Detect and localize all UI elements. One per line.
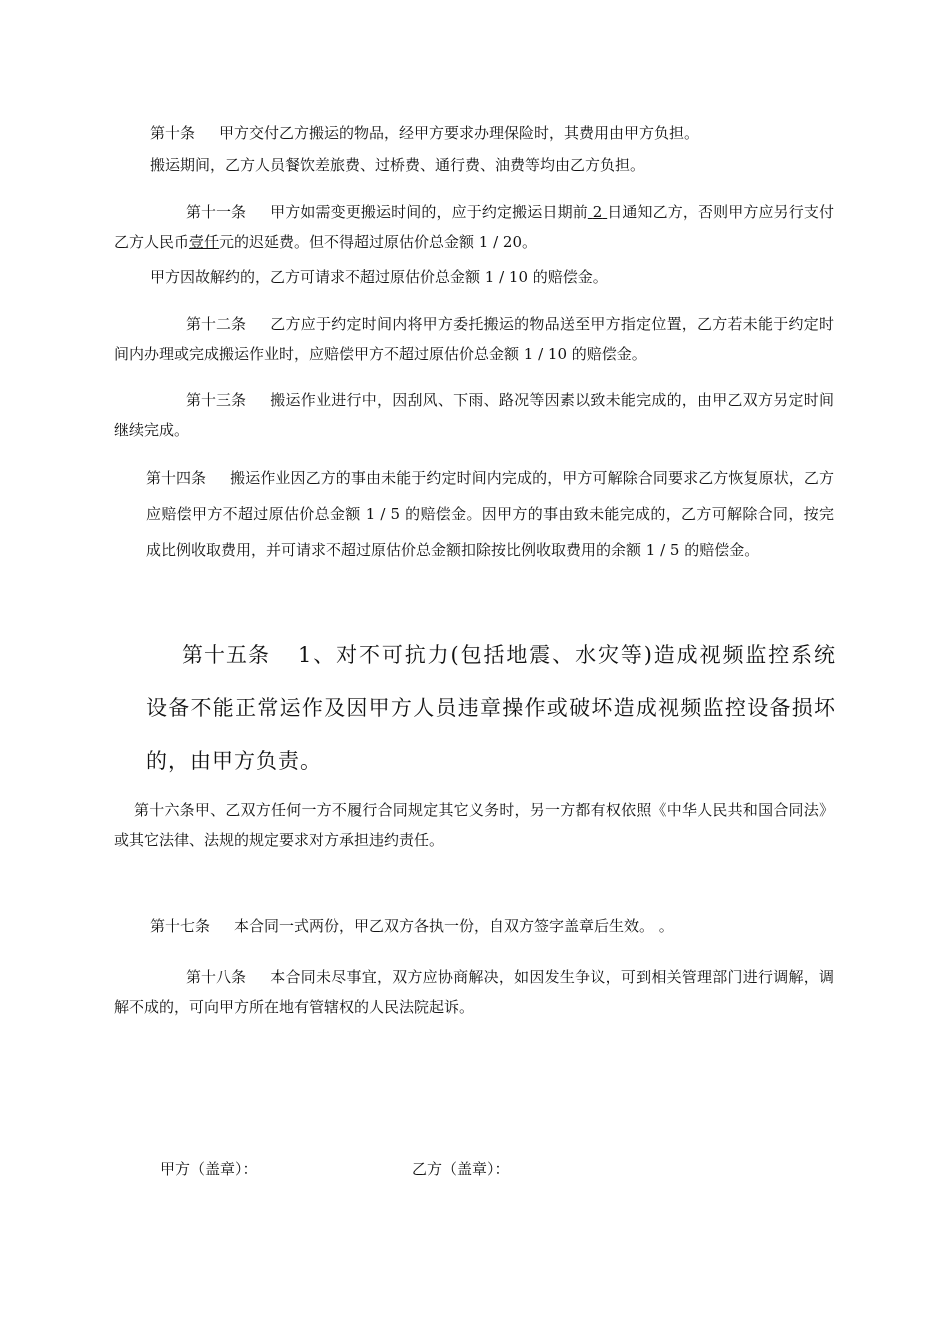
article-16: [114, 795, 834, 855]
article-11-extra: [150, 262, 850, 292]
article-12: [114, 309, 834, 369]
article-17-text: 本合同一式两份，甲乙双方各执一份，自双方签字盖章后生效。 。: [234, 917, 674, 935]
article-17-label: 第十七条: [150, 917, 211, 935]
party-b-signature: 乙方（盖章）：: [412, 1160, 510, 1178]
article-11-text-b: 日通知乙方，否则甲方应另行支付乙方人民币: [114, 203, 834, 251]
party-a-signature: 甲方（盖章）：: [160, 1160, 258, 1178]
article-11-days: 2: [592, 203, 603, 221]
article-15-label: 第十五条: [182, 643, 270, 667]
article-10-label: 第十条: [150, 124, 196, 142]
article-11-text-a: 甲方如需变更搬运时间的，应于约定搬运日期前: [270, 203, 588, 221]
article-11-amount: 壹仟: [189, 233, 220, 251]
article-13-label: 第十三条: [186, 391, 247, 409]
article-18-text: 本合同未尽事宜，双方应协商解决，如因发生争议，可到相关管理部门进行调解，调解不成的，可向甲方所在地有管辖权的人民法院起诉。: [114, 968, 834, 1016]
article-10-extra: [150, 150, 850, 180]
article-17: [150, 911, 850, 941]
article-14-text: 搬运作业因乙方的事由未能于约定时间内完成的，甲方可解除合同要求乙方恢复原状，乙方应赔偿甲方不超过原估价总金额 1 / 5 的赔偿金。因甲方的事由致未能完成的，乙方可解除合同，按完成比例收取费用，并可请求不超过原估价总金额扣除按比例收取费用的余额 1 / 5 的赔偿金。: [146, 469, 834, 559]
article-13-text: 搬运作业进行中，因刮风、下雨、路况等因素以致未能完成的，由甲乙双方另定时间继续完成。: [114, 391, 834, 439]
article-12-label: 第十二条: [186, 315, 247, 333]
article-12-text: 乙方应于约定时间内将甲方委托搬运的物品送至甲方指定位置，乙方若未能于约定时间内办理或完成搬运作业时，应赔偿甲方不超过原估价总金额 1 / 10 的赔偿金。: [114, 315, 834, 363]
article-14: [146, 460, 834, 568]
article-15-text: 1、对不可抗力(包括地震、水灾等)造成视频监控系统设备不能正常运作及因甲方人员违章操作或破坏造成视频监控设备损坏的，由甲方负责。: [146, 643, 836, 773]
article-16-text: 第十六条甲、乙双方任何一方不履行合同规定其它义务时，另一方都有权依照《中华人民共和国合同法》或其它法律、法规的规定要求对方承担违约责任。: [114, 801, 834, 849]
article-10: [150, 118, 850, 148]
article-10-extra-text: 搬运期间，乙方人员餐饮差旅费、过桥费、通行费、油费等均由乙方负担。: [150, 156, 646, 174]
article-11: [114, 197, 834, 257]
article-13: [114, 385, 834, 445]
article-14-label: 第十四条: [146, 469, 207, 487]
article-10-text: 甲方交付乙方搬运的物品，经甲方要求办理保险时，其费用由甲方负担。: [219, 124, 700, 142]
article-11-extra-text: 甲方因故解约的，乙方可请求不超过原估价总金额 1 / 10 的赔偿金。: [150, 268, 608, 286]
article-11-text-c: 元的迟延费。但不得超过原估价总金额 1 / 20。: [219, 233, 538, 251]
article-15: [146, 629, 836, 788]
article-18-label: 第十八条: [186, 968, 247, 986]
article-11-label: 第十一条: [186, 203, 247, 221]
article-18: [114, 962, 834, 1022]
